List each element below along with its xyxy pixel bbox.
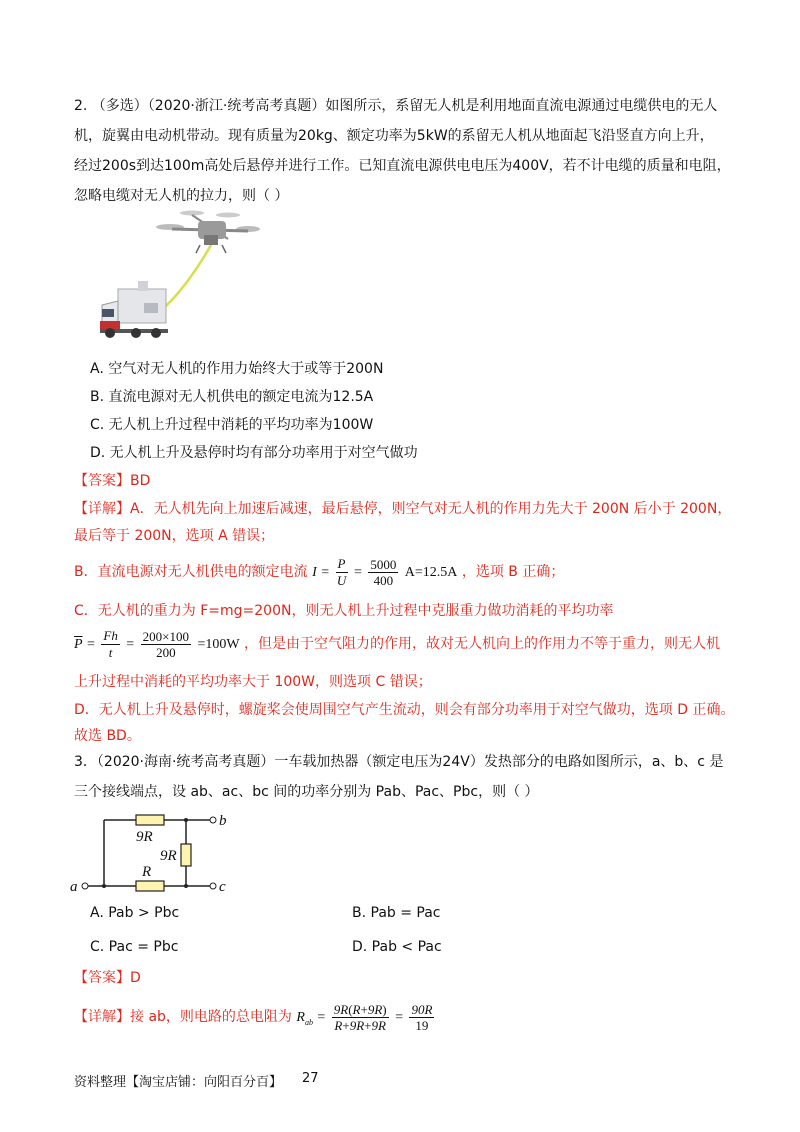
q2-detail-b-result: ，选项 B 正确；: [461, 564, 565, 580]
terminal-c: [210, 883, 216, 889]
terminal-a: [82, 883, 88, 889]
q2-answer: 【答案】BD: [74, 473, 151, 489]
q2-detail-a-line-1: 【详解】A．无人机先向上加速后减速，最后悬停，则空气对无人机的作用力先大于 200N 后小于 200N，: [74, 501, 732, 517]
q3-stem-line-2: 三个接线端点，设 ab、ac、bc 间的功率分别为 Pab、Pac、Pbc，则（ ）: [74, 784, 539, 800]
q3-option-b[interactable]: B. Pab = Pac: [352, 905, 441, 921]
q2-stem-line-1: 2. （多选）（2020·浙江·统考高考真题）如图所示，系留无人机是利用地面直流电源通过电缆供电的无人: [74, 98, 718, 114]
page-number: 27: [302, 1071, 319, 1086]
label-r3: R: [142, 864, 152, 880]
label-a: a: [70, 879, 78, 895]
power-formula: $\overline{P}$ = $\frac{Fh}{t}$ = $\frac{200\times 100}{200}$ =100W: [74, 627, 240, 660]
q2-option-b[interactable]: B. 直流电源对无人机供电的额定电流为12.5A: [90, 389, 374, 405]
node-top: [184, 818, 188, 822]
q3-option-d[interactable]: D. Pab < Pac: [352, 939, 442, 955]
q3-detail-text: 【详解】接 ab，则电路的总电阻为: [74, 1009, 292, 1025]
drone: [156, 211, 260, 254]
resistor-bc: [181, 844, 191, 866]
q2-option-a[interactable]: A. 空气对无人机的作用力始终大于或等于200N: [90, 361, 384, 377]
label-b: b: [219, 813, 227, 829]
q2-detail-b-text: B．直流电源对无人机供电的额定电流: [74, 564, 308, 580]
label-c: c: [219, 879, 226, 895]
q2-detail-a-line-2: 最后等于 200N，选项 A 错误；: [74, 528, 275, 544]
circuit-diagram: [66, 808, 246, 896]
q3-option-a[interactable]: A. Pab > Pbc: [90, 905, 180, 921]
q3-detail: [74, 998, 436, 1042]
q2-stem-line-4: 忽略电缆对无人机的拉力，则（ ）: [74, 188, 289, 204]
q2-option-c[interactable]: C. 无人机上升过程中消耗的平均功率为100W: [90, 417, 374, 433]
truck: [100, 281, 168, 338]
label-r1: 9R: [136, 829, 153, 845]
q2-option-d[interactable]: D. 无人机上升及悬停时均有部分功率用于对空气做功: [90, 445, 418, 461]
q2-detail-c-line-3: 上升过程中消耗的平均功率大于 100W，则选项 C 错误；: [74, 674, 432, 690]
q2-stem-line-3: 经过200s到达100m高处后悬停并进行工作。已知直流电源供电电压为400V，若不计电缆的质量和电阻，: [74, 158, 731, 174]
q2-detail-c-line-2: [74, 626, 720, 663]
footer-source: 资料整理【淘宝店铺：向阳百分百】: [74, 1075, 283, 1090]
q2-stem-line-2: 机，旋翼由电动机带动。现有质量为20kg、额定功率为5kW的系留无人机从地面起飞沿竖直方向上升，: [74, 128, 714, 144]
terminal-b: [210, 817, 216, 823]
q2-detail-c-line-1: C．无人机的重力为 F=mg=200N，则无人机上升过程中克服重力做功消耗的平均功率: [74, 603, 614, 619]
node-a: [102, 884, 106, 888]
left-wire: [88, 820, 104, 886]
node-bottom: [184, 884, 188, 888]
label-r2: 9R: [160, 848, 177, 864]
q3-stem-line-1: 3．（2020·海南·统考高考真题）一车载加热器（额定电压为24V）发热部分的电路如图所示，a、b、c 是: [74, 754, 724, 770]
resistor-ab: [136, 815, 164, 825]
resistor-ac: [136, 881, 164, 891]
resistance-formula: $R_{ab}$ = $\frac{9R(R+9R)}{R+9R+9R}$ = $\frac{90R}{19}$: [296, 1001, 433, 1033]
drone-truck-figure: [100, 205, 260, 340]
current-formula: I = $\frac{P}{U}$ = $\frac{5000}{400}$ A=12.5A: [312, 555, 458, 588]
q2-detail-c-text: ，但是由于空气阻力的作用，故对无人机向上的作用力不等于重力，则无人机: [244, 636, 720, 652]
q2-detail-d-line-2: 故选 BD。: [74, 728, 141, 744]
q3-answer: 【答案】D: [74, 970, 141, 986]
q3-option-c[interactable]: C. Pac = Pbc: [90, 939, 179, 955]
q2-detail-d-line-1: D．无人机上升及悬停时，螺旋桨会使周围空气产生流动，则会有部分功率用于对空气做功，选项 D 正确。: [74, 702, 735, 718]
q2-detail-b: [74, 554, 564, 591]
